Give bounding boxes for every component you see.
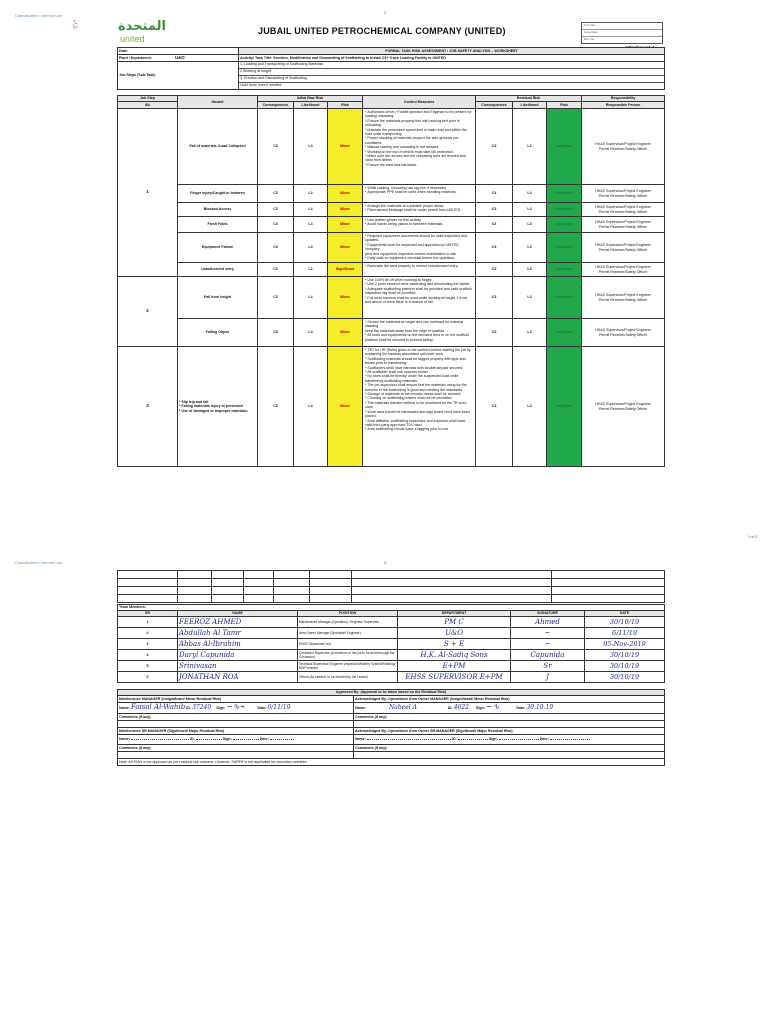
comments-left-2: Comments (if any): bbox=[118, 745, 354, 752]
initial-risk-level: Minor bbox=[328, 203, 363, 217]
team-member-row bbox=[118, 661, 665, 672]
initial-consequence: C3 bbox=[258, 217, 294, 233]
document-control-box bbox=[581, 22, 663, 44]
approvals-table bbox=[117, 689, 665, 766]
residual-likelihood: L3 bbox=[513, 263, 547, 277]
approval-title: Approved By: (Approval to be taken based on the Residual Risk) bbox=[118, 690, 665, 696]
ack-role: Operations/ Area Owner MANAGER (Insignificant/ Minor Residual Risk) bbox=[388, 696, 510, 701]
hazard-cell: Unauthorized entry bbox=[178, 263, 258, 277]
initial-likelihood: L4 bbox=[294, 347, 328, 467]
approval-sr-manager-fields bbox=[118, 735, 354, 745]
responsible-person-cell: HK&S Supervisor/Project Engineer Permit Receiver/Safety Officer bbox=[582, 185, 665, 203]
approval-date: 6/11/19 bbox=[267, 704, 291, 712]
team-col-name: NAME bbox=[178, 611, 298, 617]
residual-risk-level: Insignificant bbox=[547, 233, 582, 263]
id-label: ID: bbox=[186, 706, 192, 711]
member-date: 30/10/19 bbox=[585, 617, 665, 628]
name-label: Name: bbox=[355, 706, 366, 711]
col-hazard: Hazard bbox=[178, 96, 258, 109]
activity-value: Erection, Modification and Dismantling of Scaffolding to Install C3+ Truck Loading Facility in UNITED bbox=[273, 55, 446, 60]
responsible-person-cell: HK&S Supervisor/Project Engineer Permit Receiver/Safety Officer bbox=[582, 277, 665, 319]
sign-label: Sign: bbox=[222, 737, 232, 742]
member-signature: J bbox=[511, 672, 585, 683]
initial-likelihood: L4 bbox=[294, 109, 328, 185]
activity-row bbox=[239, 55, 665, 62]
team-col-date: DATE bbox=[585, 611, 665, 617]
page-marker-2: 3 bbox=[384, 560, 387, 565]
risk-row bbox=[118, 185, 665, 203]
approver-id: 37240 bbox=[192, 704, 212, 712]
ack-label: Acknowledged By: bbox=[355, 728, 388, 733]
residual-consequence: C3 bbox=[476, 109, 513, 185]
name-label: Name: bbox=[355, 737, 366, 742]
comments-left-1: Comments (if any): bbox=[118, 714, 354, 721]
member-name: Srinivasan bbox=[178, 661, 298, 672]
plant-department-row bbox=[118, 55, 239, 62]
residual-consequence: C3 bbox=[476, 203, 513, 217]
id-label: ID: bbox=[452, 737, 457, 742]
job-step-number: 3 bbox=[118, 347, 178, 467]
col-initial-risk: Initial Raw Risk bbox=[258, 96, 363, 102]
risk-row bbox=[118, 319, 665, 347]
risk-row bbox=[118, 109, 665, 185]
residual-risk-level: Insignificant bbox=[547, 319, 582, 347]
residual-consequence: C3 bbox=[476, 233, 513, 263]
doc-form-no: Form No. bbox=[582, 23, 662, 30]
residual-likelihood: L2 bbox=[513, 109, 547, 185]
job-step-item: 3. Erection and Dismantling of Scaffolding. bbox=[239, 76, 664, 83]
initial-likelihood: L2 bbox=[294, 263, 328, 277]
ack-name: Nabeel A bbox=[389, 704, 417, 712]
col-responsibility: Responsibility bbox=[582, 96, 665, 102]
responsible-person-cell: HK&S Supervisor/Project Engineer Permit Receiver/Safety Officer bbox=[582, 319, 665, 347]
initial-consequence: C3 bbox=[258, 233, 294, 263]
member-name: FEEROZ AHMED bbox=[178, 617, 298, 628]
approval-maint-manager-title: Maintenance MANAGER (Insignificant/ Minor Residual Risk) bbox=[118, 696, 354, 703]
col-risk: Risk bbox=[328, 102, 363, 109]
initial-risk-level: Minor bbox=[328, 347, 363, 467]
member-date: 05-Nov-2019 bbox=[585, 639, 665, 650]
team-col-signature: SIGNATURE bbox=[511, 611, 585, 617]
initial-consequence: C3 bbox=[258, 319, 294, 347]
initial-consequence: C3 bbox=[258, 277, 294, 319]
initial-consequence: C3 bbox=[258, 263, 294, 277]
residual-risk-level: Insignificant bbox=[547, 203, 582, 217]
date-label: Date: bbox=[257, 706, 267, 711]
hazard-cell: Blocked Access bbox=[178, 203, 258, 217]
member-position: Area Owner Manager (Specialist/ Engineer) bbox=[298, 628, 398, 639]
control-measures-cell: * Secure the materials at height and use toeboard for material stacking keep the materials away from the edge of scaffold. * All tools and equipments on the elevated area or on the scaffold platform shall be secured to prevent falling. bbox=[363, 319, 476, 347]
classification-label-2: Classification: Internal Use bbox=[15, 560, 63, 565]
residual-risk-level: Insignificant bbox=[547, 217, 582, 233]
logo-arabic: المتحدة bbox=[118, 19, 166, 34]
team-member-row bbox=[118, 628, 665, 639]
col-consequences: Consequences bbox=[258, 102, 294, 109]
member-department: U&O bbox=[398, 628, 511, 639]
form-title: FORMAL TASK RISK ASSESSMENT / JOB SAFETY ANALYSIS – WORKSHEET bbox=[239, 48, 665, 55]
job-step-item: 2.Working at height. bbox=[239, 69, 664, 76]
id-label: ID: bbox=[190, 737, 195, 742]
initial-likelihood: L4 bbox=[294, 319, 328, 347]
handwritten-mark: ငံ bbox=[70, 19, 80, 32]
control-measures-cell: * Use leather gloves for this activity. * Avoid hands being placed in between materials. bbox=[363, 217, 476, 233]
name-label: Name: bbox=[119, 737, 130, 742]
risk-row bbox=[118, 263, 665, 277]
job-step-item: 1. Loading and Transporting of Scaffolding Materials bbox=[239, 62, 664, 69]
initial-likelihood: L4 bbox=[294, 217, 328, 233]
member-signature: ~ bbox=[511, 628, 585, 639]
residual-consequence: C4 bbox=[476, 185, 513, 203]
plant-label: Plant / Department: bbox=[119, 55, 152, 60]
team-member-row bbox=[118, 650, 665, 661]
member-signature: Ahmed bbox=[511, 617, 585, 628]
risk-assessment-table bbox=[117, 95, 665, 467]
ack-label: Acknowledged By: bbox=[355, 696, 388, 701]
responsible-person-cell: HK&S Supervisor/Project Engineer Permit Receiver/Safety Officer bbox=[582, 263, 665, 277]
residual-consequence: C3 bbox=[476, 217, 513, 233]
initial-likelihood: L4 bbox=[294, 277, 328, 319]
date-label: Date: bbox=[539, 737, 549, 742]
ack-date: 30.10.19 bbox=[526, 704, 554, 712]
ack-area-owner-fields: Name: Nabeel A ID: 4622 Sign: ∽∿ Date: 30.10.19 bbox=[354, 703, 665, 714]
side-page-label: 1 of 2 bbox=[748, 535, 758, 539]
col-residual-consequences: Consequences bbox=[476, 102, 513, 109]
blank-grid bbox=[117, 570, 665, 603]
initial-risk-level: Minor bbox=[328, 109, 363, 185]
member-signature: Sr bbox=[511, 661, 585, 672]
residual-risk-level: Insignificant bbox=[547, 263, 582, 277]
date-label: Date: bbox=[259, 737, 269, 742]
initial-risk-level: Minor bbox=[328, 185, 363, 203]
residual-likelihood: L4 bbox=[513, 185, 547, 203]
sign-label: Sign: bbox=[476, 706, 485, 711]
team-col-department: DEPARTMENT bbox=[398, 611, 511, 617]
initial-likelihood: L3 bbox=[294, 185, 328, 203]
team-member-row bbox=[118, 672, 665, 683]
ack-area-owner-title bbox=[354, 696, 665, 703]
member-department: EHSS SUPERVISOR E+PM bbox=[398, 672, 511, 683]
responsible-person-cell: HK&S Supervisor/Project Engineer Permit Receiver/Safety Officer bbox=[582, 347, 665, 467]
approver-name: Faisal Al-Wahib bbox=[131, 703, 186, 712]
responsible-person-cell: HK&S Supervisor/Project Engineer Permit Receiver/Safety Officer bbox=[582, 233, 665, 263]
approval-maint-manager-fields: Name: Faisal Al-Wahib ID: 37240 Sign: ∽∿⌁ Date: 6/11/19 bbox=[118, 703, 354, 714]
worksheet-header bbox=[117, 47, 665, 90]
residual-consequence: C3 bbox=[476, 263, 513, 277]
approval-note: Note: All JSA's to be approved as per residual risk outcome. However, SAPER is not applicable for execution activities. bbox=[118, 759, 665, 766]
team-col-position: POSITION bbox=[298, 611, 398, 617]
member-sr: 4 bbox=[118, 650, 178, 661]
control-measures-cell: * Use 100% tie off when working at height. * Use 2 ports secured while ascending and descending the ladder. * Adequate scaffolding platform shall be provided and valid scaffold inspection tag shall be provided. * Full body harness shall be used while working at height 1.8 mtr and above or were there is a chance of fall. bbox=[363, 277, 476, 319]
control-measures-cell: * Barricade the area properly to restrict unauthorized entry. bbox=[363, 263, 476, 277]
ack-sr-manager-title bbox=[354, 728, 665, 735]
residual-risk-level: Insignificant bbox=[547, 109, 582, 185]
member-sr: 1 bbox=[118, 617, 178, 628]
plant-value: U&O bbox=[174, 54, 185, 60]
member-department: S + E bbox=[398, 639, 511, 650]
hazard-cell: Finger injury/Caught in between bbox=[178, 185, 258, 203]
member-department: PM C bbox=[398, 617, 511, 628]
residual-consequence: C3 bbox=[476, 319, 513, 347]
responsible-person-cell: HK&S Supervisor/Project Engineer Permit Receiver/Safety Officer bbox=[582, 109, 665, 185]
member-name: Abbas Al-Ibrahim bbox=[178, 639, 298, 650]
col-id: ID# bbox=[118, 102, 178, 109]
control-measures-cell: * Authorized driver / Forklift operator and Flagman to be present for loading unloading. * Ensure the materials properly tied with lashing belt prior to unloading. * Maintain the prescribed speed limit in main road and within the road while transporting. * Proper stacking of materials respect the sole grounds per conditions. * Manual loading and unloading is not allowed. * Working on the top of vehicle must take fall protection. * Make sure the access and the unloading area are leveled and clear from debris * Ensure the area was barricade. bbox=[363, 109, 476, 185]
residual-risk-level: Insignificant bbox=[547, 347, 582, 467]
ack-id: 4622 bbox=[453, 704, 470, 712]
job-steps-label: Job Steps (Sub-Task) bbox=[118, 62, 239, 90]
member-date: 6/11/19 bbox=[585, 628, 665, 639]
member-date: 30/10/19 bbox=[585, 672, 665, 683]
ack-sr-manager-fields bbox=[354, 735, 665, 745]
member-department: H.K. Al-Sadiq Sons bbox=[398, 650, 511, 661]
member-sr: 2 bbox=[118, 628, 178, 639]
risk-row bbox=[118, 233, 665, 263]
job-step-number: 2 bbox=[118, 277, 178, 347]
doc-rev-no: Rev. No. bbox=[584, 37, 595, 41]
member-signature: ~ bbox=[511, 639, 585, 650]
residual-risk-level: Insignificant bbox=[547, 277, 582, 319]
company-logo bbox=[118, 20, 164, 46]
member-department: E+PM bbox=[398, 661, 511, 672]
member-name: Abdullah Al Tamr bbox=[178, 628, 298, 639]
member-sr: 6 bbox=[118, 672, 178, 683]
job-steps-list bbox=[239, 62, 665, 90]
responsible-person-cell: HK&S Supervisor/Project Engineer Permit Receiver/Safety Officer bbox=[582, 203, 665, 217]
control-measures-cell: * Arrange the materials at a suitable proper areas. * Plant access blockage shall be under permit from UNITED. bbox=[363, 203, 476, 217]
residual-likelihood: L3 bbox=[513, 277, 547, 319]
member-position: Contractor Supervisor (a minimum of the job to be done through the Contractor) bbox=[298, 650, 398, 661]
initial-risk-level: Minor bbox=[328, 277, 363, 319]
id-label: ID: bbox=[447, 706, 453, 711]
member-position: Technical Supervisor/ Engineer (Inspector/Worker) System/Rotating/ SHIP needed bbox=[298, 661, 398, 672]
residual-consequence: C3 bbox=[476, 277, 513, 319]
col-residual-risk-level: Risk bbox=[547, 102, 582, 109]
initial-consequence: C3 bbox=[258, 347, 294, 467]
residual-likelihood: L3 bbox=[513, 203, 547, 217]
job-step-number: 1 bbox=[118, 109, 178, 277]
control-measures-cell: * TBT for UR (Rollo) given to the workers before starting the job by explaining the hazards associated with their work. * Scaffolding materials should be tagged properly with type and tested prior to transferring. * Scaffolders shall have harness with double lanyard secured. * All scaffolder shall use spanner holder. * No ones shall be directly under the suspended load while transferring scaffolding materials. * The job supervisor shall ensure that the materials using for the erection of the scaffolding is good and meeting the standards. * Storage of materials at the erection areas shall be avoided. * Climbing on scaffolding towers shall not be permitted. * The materials transfer method to be monitored by the TR work crew. * Work area should be barricaded and sign board must have been placed. * Area affiliates, scaffolding supervisor and inspector shall have valid third party approved TUV card. * Area scaffolding should have a tagging prior to use. bbox=[363, 347, 476, 467]
initial-risk-level: Minor bbox=[328, 319, 363, 347]
col-residual-risk: Residual Risk bbox=[476, 96, 582, 102]
page-marker: 2 bbox=[384, 10, 387, 15]
team-member-row bbox=[118, 639, 665, 650]
col-likelihood: Likelihood bbox=[294, 102, 328, 109]
col-job-step: Job Step bbox=[118, 96, 178, 102]
control-measures-cell: * Required equipment documents should be valid-inspected and updated. * Equipments must be inspected and approved by UNITED company prior and equipment inspection before mobilization to site. * Daily walk on equipment checklist before the operation. bbox=[363, 233, 476, 263]
sign-label: Sign: bbox=[216, 706, 226, 711]
logo-english: united bbox=[120, 34, 145, 44]
initial-risk-level: Minor bbox=[328, 233, 363, 263]
residual-risk-level: Insignificant bbox=[547, 185, 582, 203]
job-step-item: *Add more lines if needed bbox=[240, 83, 282, 87]
residual-likelihood: L3 bbox=[513, 217, 547, 233]
worksheet-page-2 bbox=[0, 548, 768, 1024]
doc-issue-date: Issue Date bbox=[582, 30, 662, 37]
member-sr: 5 bbox=[118, 661, 178, 672]
company-name: JUBAIL UNITED PETROCHEMICAL COMPANY (UNITED) bbox=[258, 26, 506, 36]
initial-likelihood: L4 bbox=[294, 203, 328, 217]
residual-likelihood: L3 bbox=[513, 233, 547, 263]
comments-right-2: Comments (If any): bbox=[354, 745, 665, 752]
initial-likelihood: L4 bbox=[294, 233, 328, 263]
member-date: 30/10/19 bbox=[585, 661, 665, 672]
risk-row bbox=[118, 217, 665, 233]
member-name: JONATHAN ROA bbox=[178, 672, 298, 683]
risk-row bbox=[118, 203, 665, 217]
hazard-cell: Fall from height bbox=[178, 277, 258, 319]
date-label: Date: bbox=[118, 48, 239, 55]
hazard-cell: Fall of materials /Load Collapsed bbox=[178, 109, 258, 185]
col-residual-likelihood: Likelihood bbox=[513, 102, 547, 109]
residual-likelihood: L3 bbox=[513, 347, 547, 467]
member-date: 30/10/19 bbox=[585, 650, 665, 661]
hazard-cell: * Slip trip and fall * Falling materials injury to personnel * Use of damaged or improper materials. bbox=[178, 347, 258, 467]
sign-label: Sign: bbox=[488, 737, 498, 742]
risk-row bbox=[118, 277, 665, 319]
initial-consequence: C3 bbox=[258, 109, 294, 185]
team-members-table bbox=[117, 604, 665, 683]
member-name: Daryl Capunida bbox=[178, 650, 298, 661]
residual-likelihood: L3 bbox=[513, 319, 547, 347]
name-label: Name: bbox=[119, 706, 130, 711]
col-control-measures: Control Measures bbox=[363, 96, 476, 109]
control-measures-cell: * While loading, unloading use tag line if necessary. * Appropriate PPE shall be used when handling materials. bbox=[363, 185, 476, 203]
responsible-person-cell: HK&S Supervisor/Project Engineer Permit Receiver/Safety Officer bbox=[582, 217, 665, 233]
initial-consequence: C3 bbox=[258, 185, 294, 203]
approval-sr-manager-title: Maintenance SR.MANAGER (Significant/ Major Residual Risk) bbox=[118, 728, 354, 735]
hazard-cell: Falling Object bbox=[178, 319, 258, 347]
hazard-cell: Equipment Failure bbox=[178, 233, 258, 263]
ack-role: Operations/ Area Owner SR.MANAGER (Significant/ Major Residual Risk) bbox=[388, 728, 513, 733]
date-label: Date: bbox=[516, 706, 526, 711]
initial-risk-level: Significant bbox=[328, 263, 363, 277]
member-sr: 3 bbox=[118, 639, 178, 650]
risk-row bbox=[118, 347, 665, 467]
comments-right-1: Comments (If any): bbox=[354, 714, 665, 721]
team-col-sr: SR bbox=[118, 611, 178, 617]
member-position: Others (As needed, to be decided by the Leader) bbox=[298, 672, 398, 683]
member-position: Maintenance Manager (Operation) / Engineer Supervisor bbox=[298, 617, 398, 628]
activity-label: Activity/ Task Title: bbox=[240, 55, 273, 60]
classification-label: Classification: Internal Use bbox=[15, 13, 63, 18]
team-member-row bbox=[118, 617, 665, 628]
residual-consequence: C3 bbox=[476, 347, 513, 467]
member-position: EHSS Department rep. bbox=[298, 639, 398, 650]
initial-consequence: C3 bbox=[258, 203, 294, 217]
member-signature: Capunida bbox=[511, 650, 585, 661]
team-title: Team Members: bbox=[118, 605, 665, 611]
initial-risk-level: Minor bbox=[328, 217, 363, 233]
col-responsible-person: Responsible Person bbox=[582, 102, 665, 109]
hazard-cell: Flesh Folds bbox=[178, 217, 258, 233]
